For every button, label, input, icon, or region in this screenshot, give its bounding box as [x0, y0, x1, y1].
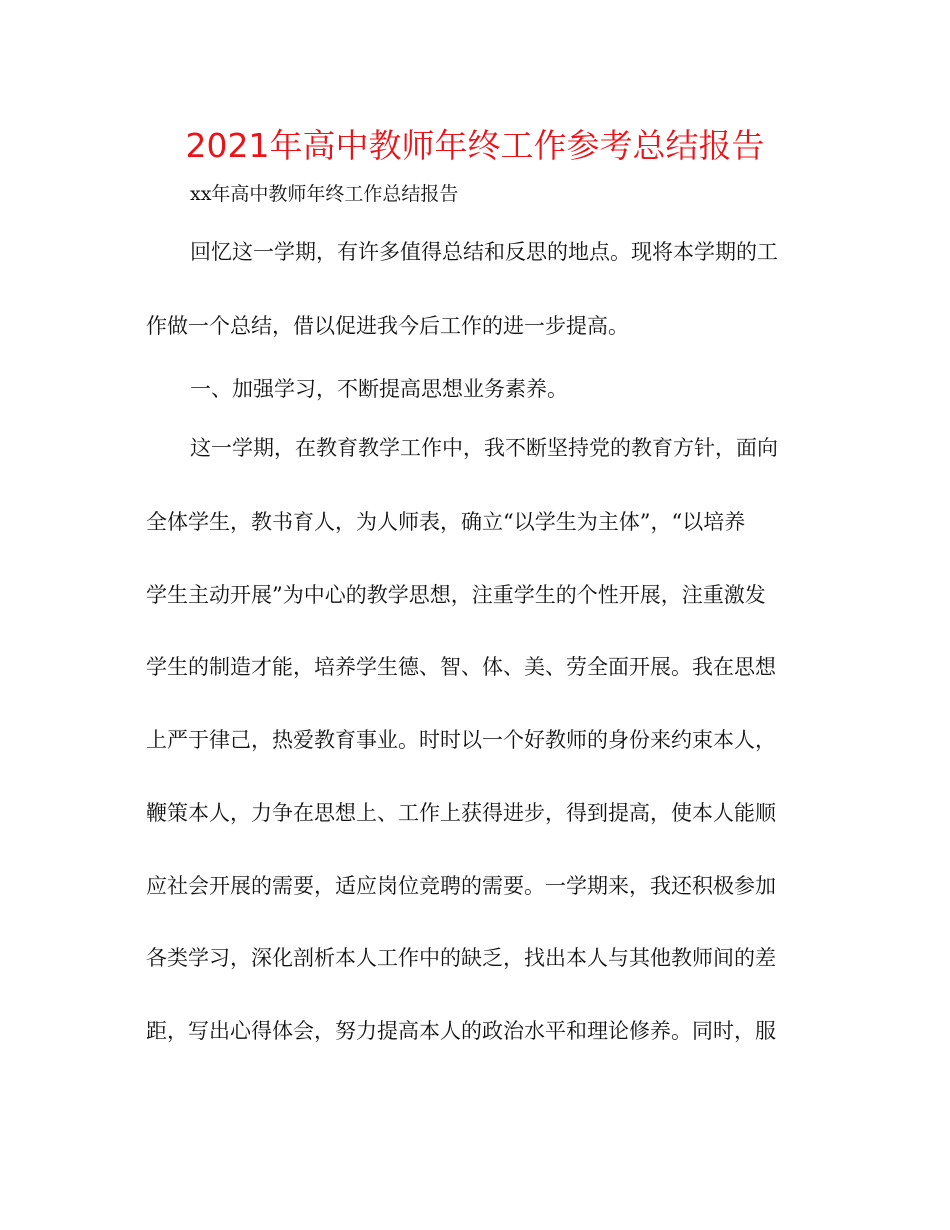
body-line: 回忆这一学期，有许多值得总结和反思的地点。现将本学期的工	[190, 240, 778, 264]
body-line: 这一学期，在教育教学工作中，我不断坚持党的教育方针，面向	[190, 436, 778, 460]
body-line: 各类学习，深化剖析本人工作中的缺乏，找出本人与其他教师间的差	[146, 946, 776, 970]
body-line: 作做一个总结，借以促进我今后工作的进一步提高。	[146, 314, 629, 338]
body-line: 距，写出心得体会，努力提高本人的政治水平和理论修养。同时，服	[146, 1019, 776, 1043]
body-line: 应社会开展的需要，适应岗位竞聘的需要。一学期来，我还积极参加	[146, 874, 776, 898]
body-line: 学生的制造才能，培养学生德、智、体、美、劳全面开展。我在思想	[146, 655, 776, 679]
body-line: 学生主动开展”为中心的教学思想，注重学生的个性开展，注重激发	[146, 583, 766, 607]
section-heading: 一、加强学习，不断提高思想业务素养。	[190, 377, 568, 401]
body-line: 上严于律己，热爱教育事业。时时以一个好教师的身份来约束本人，	[146, 728, 776, 752]
body-line: 全体学生，教书育人，为人师表，确立“以学生为主体”，“以培养	[146, 510, 746, 534]
body-line: 鞭策本人，力争在思想上、工作上获得进步，得到提高，使本人能顺	[146, 801, 776, 825]
document-title: 2021年高中教师年终工作参考总结报告	[185, 126, 765, 165]
document-subtitle: xx年高中教师年终工作总结报告	[190, 183, 459, 205]
